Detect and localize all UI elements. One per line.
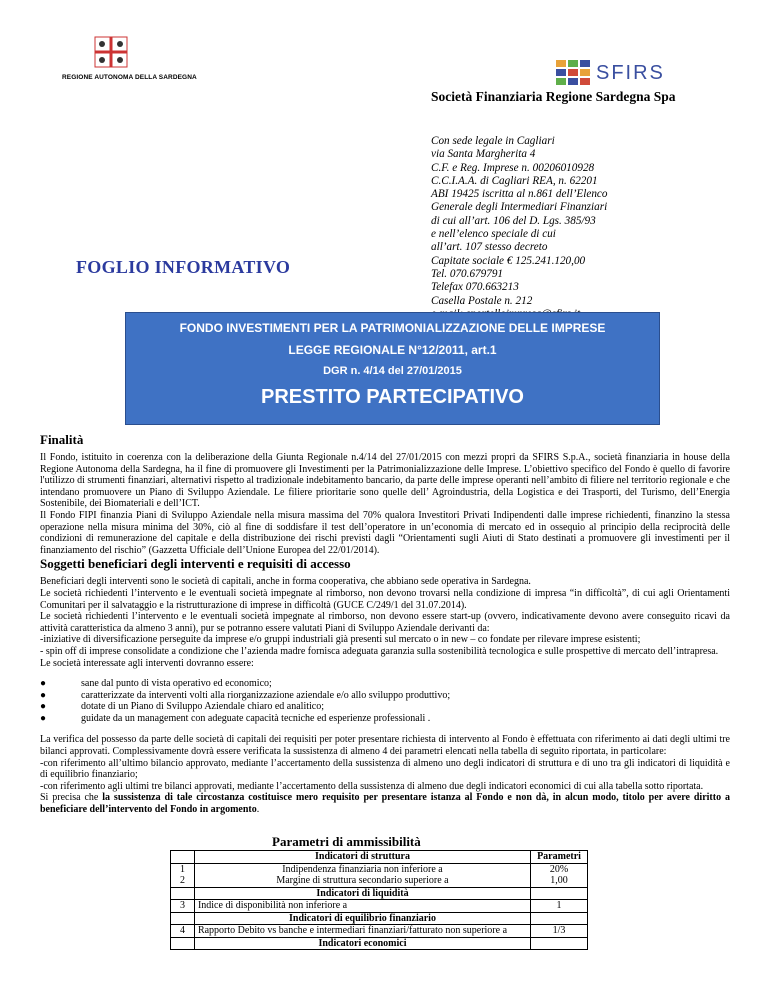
params-table — [170, 850, 588, 950]
bullet-icon: ● — [40, 712, 47, 724]
address-line: Telefax 070.663213 — [431, 281, 519, 294]
document-type-title: FOGLIO INFORMATIVO — [76, 257, 291, 277]
sfirs-emblem-icon — [556, 60, 592, 86]
table-cell — [171, 887, 195, 900]
table-cell — [531, 937, 588, 950]
sfirs-logo — [556, 60, 706, 88]
table-cell — [194, 863, 530, 887]
list-item-text: guidate da un management con adeguate capacità tecniche ed esperienze professionali . — [81, 712, 431, 724]
address-line: Tel. 070.679791 — [431, 267, 504, 280]
address-line: all’art. 107 stesso decreto — [431, 241, 548, 254]
bold-text-run: la sussistenza di tale circostanza costituisce mero requisito per presentare istanza al Fondo e non dà, in alcun modo, titolo per avere diritto a beneficiare dell’intervento del Fondo in argomento — [40, 792, 730, 816]
table-row — [171, 900, 588, 913]
table-section-heading: Indicatori di liquidità — [194, 887, 530, 900]
list-item-text: caratterizzate da interventi volti alla riorganizzazione aziendale e/o allo sviluppo produttivo; — [81, 689, 451, 701]
row-value: 1,00 — [550, 875, 568, 886]
region-caption: REGIONE AUTONOMA DELLA SARDEGNA — [62, 74, 197, 81]
table-row — [171, 863, 588, 887]
paragraph: Il Fondo, istituito in coerenza con la deliberazione della Giunta Regionale n.4/14 del 27/01/2015 con mezzi propri da SFIRS S.p.A., società finanziaria in house della Regione Autonoma della Sardegna, ha il fine di promuovere gli Investimenti per la Patrimonializzazione delle Imprese. L’obiettivo specifico del Fondo è quello di favorire l'utilizzo di strumenti finanziari, alternativi rispetto al tradizionale indebitamento bancario, da parte delle imprese operanti nell’ambito di filiere nel territorio regionale e che intendano promuovere un Piano di Sviluppo Aziendale. Le filiere prioritarie sono quelle dell’ Agroindustria, della Logistica e dei Trasporti, del Turismo, dell’Energia Sostenibile, dei Biomateriali e dell’ICT. — [40, 452, 730, 510]
table-cell — [171, 912, 195, 925]
row-value: 1/3 — [531, 925, 588, 938]
section-title-soggetti: Soggetti beneficiari degli interventi e requisiti di accesso — [40, 556, 351, 572]
table-row — [171, 937, 588, 950]
list-item — [40, 678, 730, 690]
company-name: Società Finanziaria Regione Sardegna Spa — [431, 89, 676, 104]
paragraph: Le società richiedenti l’intervento e le eventuali società impegnate al rimborso, non devono essere start-up (ovvero, indicativamente devono avere conseguito ricavi da attività caratteristica da almeno 3 anni), pur se potranno essere valutati Piani di Sviluppo Aziendale derivanti da: — [40, 611, 730, 634]
row-value: 20% — [549, 863, 569, 875]
address-line: di cui all’art. 106 del D. Lgs. 385/93 — [431, 214, 596, 227]
table-cell — [171, 863, 195, 887]
table-section-heading: Indicatori economici — [194, 937, 530, 950]
region-emblem-icon — [94, 36, 128, 68]
paragraph: La verifica del possesso da parte delle società di capitali dei requisiti per poter presentare richiesta di intervento al Fondo è effettuata con riferimento ai dati degli ultimi tre bilanci approvati. Complessivamente dovrà essere verificata la sussistenza di almeno 4 dei parametri elencati nella tabella di seguito riportata, in particolare: — [40, 734, 730, 758]
row-number: 4 — [171, 925, 195, 938]
list-item — [40, 690, 730, 702]
table-header-indicators: Indicatori di struttura — [194, 851, 530, 864]
bullet-icon: ● — [40, 689, 47, 701]
paragraph: Beneficiari degli interventi sono le società di capitali, anche in forma cooperativa, che abbiano sede operativa in Sardegna. — [40, 576, 531, 588]
banner-product-title: PRESTITO PARTECIPATIVO — [261, 386, 524, 408]
table-header-params: Parametri — [531, 851, 588, 864]
table-row — [171, 925, 588, 938]
list-item-text: dotate di un Piano di Sviluppo Aziendale chiaro ed analitico; — [81, 701, 324, 713]
list-item — [40, 713, 730, 725]
params-title: Parametri di ammissibilità — [272, 834, 421, 849]
banner-law: LEGGE REGIONALE N°12/2011, art.1 — [288, 343, 497, 357]
banner-fund-name: FONDO INVESTIMENTI PER LA PATRIMONIALIZZAZIONE DELLE IMPRESE — [179, 321, 606, 335]
table-cell — [171, 937, 195, 950]
paragraph: - spin off di imprese consolidate a condizione che l’azienda madre fornisca adeguata garanzia sulla sostenibilità tecnologica e sulle prospettive di mercato dell’intrapresa. — [40, 645, 719, 657]
text-run: . — [256, 804, 260, 816]
row-number: 3 — [171, 900, 195, 913]
paragraph: -con riferimento all’ultimo bilancio approvato, mediante l’accertamento della sussistenza di almeno uno degli indicatori di struttura e di uno tra gli indicatori di liquidità e di equilibrio finanziario; — [40, 757, 730, 781]
table-row — [171, 887, 588, 900]
address-line: C.F. e Reg. Imprese n. 00206010928 — [431, 161, 595, 174]
row-label: Margine di struttura secondario superiore a — [276, 875, 449, 886]
text-run: Si precisa che — [40, 792, 99, 804]
paragraph: -con riferimento agli ultimi tre bilanci approvati, mediante l’accertamento della sussistenza di almeno due degli indicatori economici di cui alla tabella sotto riportata. — [40, 780, 704, 792]
paragraph: Il Fondo FIPI finanzia Piani di Sviluppo Aziendale nella misura massima del 70% qualora Investitori Privati Indipendenti dalle imprese richiedenti, finanzino la stessa operazione nella misura minima del 30%, ciò al fine di soddisfare il test dell’operatore in un’economia di mercato ed in ossequio al principio della reciprocità delle condizioni di remunerazione del capitale e della distribuzione dei rischi previsti dagli “Orientamenti sugli Aiuti di Stato destinati a promuovere gli investimenti per il finanziamento del rischio” (Gazzetta Ufficiale dell’Unione Europea del 22/01/2014). — [40, 509, 730, 556]
address-line: Capitate sociale € 125.241.120,00 — [431, 254, 586, 267]
address-line: Casella Postale n. 212 — [431, 294, 533, 307]
bullet-icon: ● — [40, 678, 47, 690]
row-value: 1 — [531, 900, 588, 913]
table-cell — [531, 863, 588, 887]
main-content — [40, 432, 730, 816]
address-line: Generale degli Intermediari Finanziari — [431, 201, 608, 214]
address-line: Con sede legale in Cagliari — [431, 135, 555, 147]
bullet-icon: ● — [40, 701, 47, 713]
section-title-finalita: Finalità — [40, 432, 84, 447]
list-item-text: sane dal punto di vista operativo ed economico; — [81, 678, 272, 690]
row-number: 2 — [179, 875, 185, 886]
address-line: e nell’elenco speciale di cui — [431, 228, 556, 241]
banner-dgr: DGR n. 4/14 del 27/01/2015 — [323, 365, 462, 377]
table-cell — [171, 851, 195, 864]
row-label: Indice di disponibilità non inferiore a — [194, 900, 530, 913]
address-line: ABI 19425 iscritta al n.861 dell’Elenco — [431, 188, 608, 201]
row-number: 1 — [179, 863, 185, 875]
list-item — [40, 701, 730, 713]
company-address — [431, 135, 671, 321]
table-cell — [531, 887, 588, 900]
row-label: Indipendenza finanziaria non inferiore a — [282, 863, 443, 875]
paragraph: -iniziative di diversificazione perseguite da imprese e/o gruppi industriali già presenti sul mercato o in new – co fondate per rilevare imprese esistenti; — [40, 634, 641, 646]
table-cell — [531, 912, 588, 925]
sfirs-logo-text: SFIRS — [596, 62, 665, 84]
address-line: C.C.I.A.A. di Cagliari REA, n. 62201 — [431, 174, 598, 187]
table-row — [171, 912, 588, 925]
title-banner — [125, 312, 660, 425]
table-row — [171, 851, 588, 864]
requirements-list — [40, 678, 730, 724]
row-label: Rapporto Debito vs banche e intermediari finanziari/fatturato non superiore a — [194, 925, 530, 938]
address-line: via Santa Margherita 4 — [431, 148, 536, 161]
paragraph — [40, 792, 730, 815]
paragraph: Le società richiedenti l’intervento e le eventuali società impegnate al rimborso, non devono trovarsi nella condizione di impresa “in difficoltà”, di cui agli Orientamenti Comunitari per il salvataggio e la ristrutturazione di imprese in difficoltà (GUCE C/249/1 del 31.07.2014). — [40, 587, 730, 611]
table-section-heading: Indicatori di equilibrio finanziario — [194, 912, 530, 925]
paragraph: Le società interessate agli interventi dovranno essere: — [40, 657, 254, 669]
